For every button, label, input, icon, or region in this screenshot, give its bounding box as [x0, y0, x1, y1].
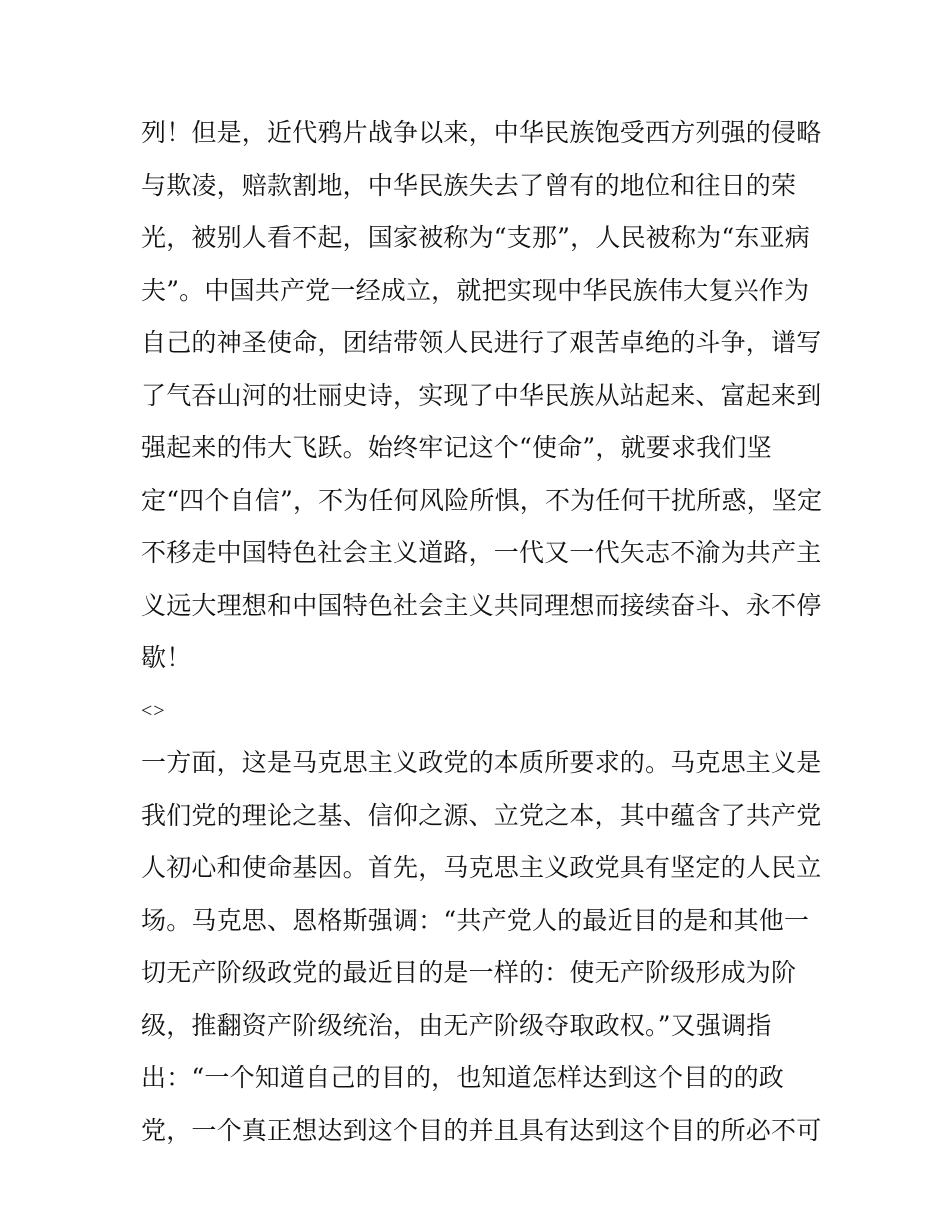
text-line: 了气吞山河的壮丽史诗，实现了中华民族从站起来、富起来到: [141, 380, 822, 410]
text-line: 场。马克思、恩格斯强调：“共产党人的最近目的是和其他一: [141, 905, 810, 935]
text-line: 与欺凌，赔款割地，中华民族失去了曾有的地位和往日的荣: [141, 170, 797, 200]
text-line: 定“四个自信”，不为任何风险所惧，不为任何干扰所惑，坚定: [141, 485, 823, 515]
text-line: 光，被别人看不起，国家被称为“支那”，人民被称为“东亚病: [141, 223, 810, 252]
section-marker: <>: [141, 699, 166, 722]
text-line: 自己的神圣使命，团结带领人民进行了艰苦卓绝的斗争，谱写: [141, 328, 822, 357]
text-line: 不移走中国特色社会主义道路，一代又一代矢志不渝为共产主: [141, 538, 822, 567]
text-line: 列！但是，近代鸦片战争以来，中华民族饱受西方列强的侵略: [141, 118, 822, 147]
text-line: 切无产阶级政党的最近目的是一样的：使无产阶级形成为阶: [141, 958, 797, 987]
text-line: 人初心和使命基因。首先，马克思主义政党具有坚定的人民立: [141, 853, 822, 882]
text-line: 一方面，这是马克思主义政党的本质所要求的。马克思主义是: [141, 748, 822, 777]
text-line: 强起来的伟大飞跃。始终牢记这个“使命”，就要求我们坚: [141, 433, 772, 462]
text-line: 我们党的理论之基、信仰之源、立党之本，其中蕴含了共产党: [141, 800, 822, 830]
text-line: 义远大理想和中国特色社会主义共同理想而接续奋斗、永不停: [141, 590, 822, 620]
text-line: 级，推翻资产阶级统治，由无产阶级夺取政权。”又强调指: [141, 1010, 772, 1040]
document-body: [141, 107, 821, 1157]
text-line: 夫”。中国共产党一经成立，就把实现中华民族伟大复兴作为: [141, 275, 810, 305]
text-line: 出：“一个知道自己的目的，也知道怎样达到这个目的的政: [141, 1063, 784, 1092]
text-line: 党，一个真正想达到这个目的并且具有达到这个目的所必不可: [141, 1115, 822, 1145]
text-line: 歇！: [141, 643, 192, 672]
